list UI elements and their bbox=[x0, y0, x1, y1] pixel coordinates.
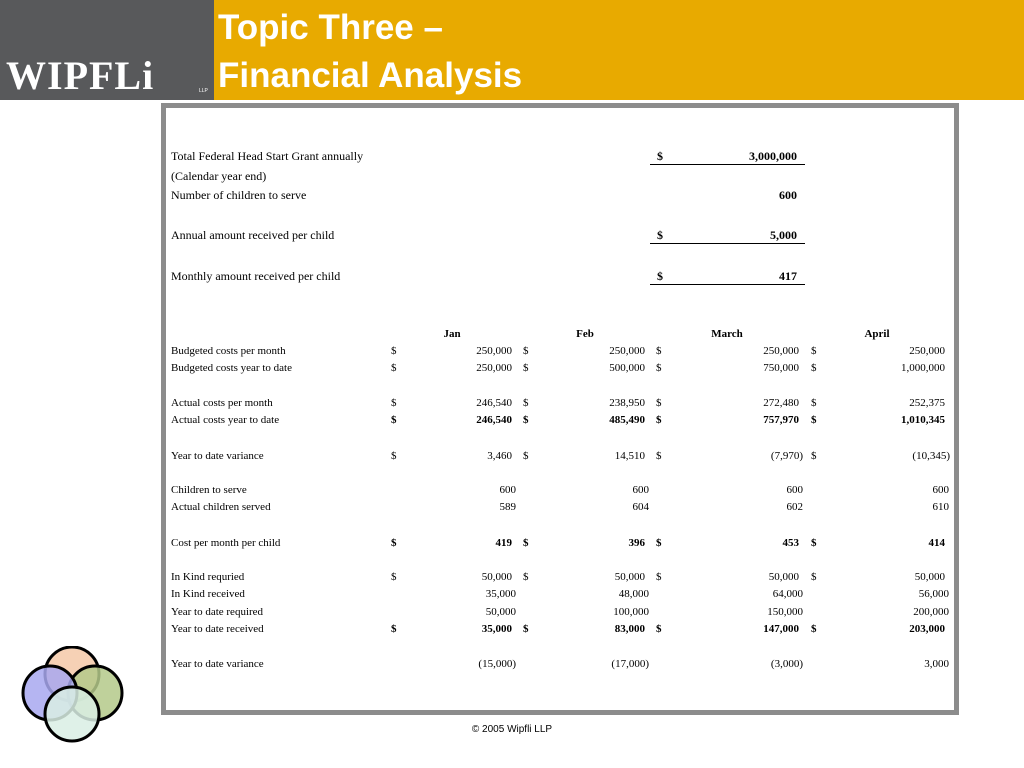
table-cell: 147,000 bbox=[763, 623, 799, 635]
table-cell: 604 bbox=[632, 501, 649, 513]
copyright-footer: © 2005 Wipfli LLP bbox=[471, 724, 553, 735]
table-cell: 396 bbox=[628, 537, 645, 549]
table-cell: 238,950 bbox=[609, 397, 645, 409]
summary-value: 417 bbox=[779, 269, 797, 283]
table-row-label: Year to date variance bbox=[171, 658, 264, 670]
table-cell: (7,970) bbox=[770, 450, 803, 462]
summary-underline bbox=[650, 243, 805, 244]
table-cell: 419 bbox=[495, 537, 512, 549]
summary-label: Total Federal Head Start Grant annually bbox=[171, 149, 364, 163]
table-cell: (3,000) bbox=[770, 658, 803, 670]
table-row-label: Year to date required bbox=[171, 606, 264, 618]
dollar-sign: $ bbox=[811, 397, 817, 409]
dollar-sign: $ bbox=[391, 623, 397, 635]
dollar-sign: $ bbox=[391, 414, 397, 426]
month-header-feb: Feb bbox=[576, 328, 594, 340]
slide-title-line2: Financial Analysis bbox=[218, 56, 523, 95]
table-cell: 250,000 bbox=[763, 345, 799, 357]
table-cell: 35,000 bbox=[481, 623, 512, 635]
table-cell: 610 bbox=[932, 501, 949, 513]
table-row-label: Actual costs year to date bbox=[171, 414, 280, 426]
table-cell: 200,000 bbox=[913, 606, 949, 618]
table-row-label: Actual children served bbox=[171, 501, 271, 513]
slide-title-line1: Topic Three – bbox=[218, 8, 443, 47]
dollar-sign: $ bbox=[811, 362, 817, 374]
table-cell: 250,000 bbox=[609, 345, 645, 357]
table-cell: 246,540 bbox=[476, 414, 512, 426]
summary-dollar-sign: $ bbox=[657, 228, 663, 242]
dollar-sign: $ bbox=[523, 537, 529, 549]
logo-llp-mark: LLP bbox=[199, 88, 208, 94]
table-row-label: In Kind received bbox=[171, 588, 245, 600]
table-cell: 50,000 bbox=[485, 606, 516, 618]
table-cell: (17,000) bbox=[611, 658, 649, 670]
table-cell: 500,000 bbox=[609, 362, 645, 374]
summary-label: (Calendar year end) bbox=[171, 169, 267, 183]
dollar-sign: $ bbox=[811, 414, 817, 426]
summary-label: Monthly amount received per child bbox=[171, 269, 341, 283]
table-row-label: In Kind requried bbox=[171, 571, 245, 583]
dollar-sign: $ bbox=[656, 623, 662, 635]
wipfli-logo: WIPFLi bbox=[6, 53, 155, 98]
summary-value: 3,000,000 bbox=[749, 149, 797, 163]
table-cell: (10,345) bbox=[912, 450, 950, 462]
summary-underline bbox=[650, 164, 805, 165]
table-cell: 600 bbox=[632, 484, 649, 496]
dollar-sign: $ bbox=[391, 362, 397, 374]
table-cell: 203,000 bbox=[909, 623, 945, 635]
table-cell: 14,510 bbox=[614, 450, 645, 462]
table-cell: 250,000 bbox=[476, 362, 512, 374]
table-row-label: Year to date received bbox=[171, 623, 264, 635]
table-cell: 414 bbox=[928, 537, 945, 549]
dollar-sign: $ bbox=[811, 623, 817, 635]
dollar-sign: $ bbox=[656, 537, 662, 549]
table-cell: 50,000 bbox=[614, 571, 645, 583]
table-cell: 150,000 bbox=[767, 606, 803, 618]
table-cell: 246,540 bbox=[476, 397, 512, 409]
summary-label: Annual amount received per child bbox=[171, 228, 335, 242]
summary-dollar-sign: $ bbox=[657, 149, 663, 163]
table-cell: 589 bbox=[499, 501, 516, 513]
table-cell: 50,000 bbox=[914, 571, 945, 583]
table-cell: 1,000,000 bbox=[901, 362, 945, 374]
table-cell: 602 bbox=[786, 501, 803, 513]
table-cell: (15,000) bbox=[478, 658, 516, 670]
dollar-sign: $ bbox=[523, 414, 529, 426]
dollar-sign: $ bbox=[811, 537, 817, 549]
dollar-sign: $ bbox=[391, 397, 397, 409]
table-cell: 35,000 bbox=[485, 588, 516, 600]
table-cell: 50,000 bbox=[768, 571, 799, 583]
dollar-sign: $ bbox=[656, 362, 662, 374]
table-cell: 600 bbox=[932, 484, 949, 496]
dollar-sign: $ bbox=[391, 571, 397, 583]
dollar-sign: $ bbox=[523, 362, 529, 374]
table-cell: 48,000 bbox=[618, 588, 649, 600]
table-cell: 1,010,345 bbox=[901, 414, 945, 426]
summary-underline bbox=[650, 284, 805, 285]
dollar-sign: $ bbox=[523, 571, 529, 583]
table-cell: 3,460 bbox=[487, 450, 512, 462]
summary-value: 5,000 bbox=[770, 228, 797, 242]
table-cell: 485,490 bbox=[609, 414, 645, 426]
dollar-sign: $ bbox=[656, 345, 662, 357]
dollar-sign: $ bbox=[656, 397, 662, 409]
dollar-sign: $ bbox=[811, 345, 817, 357]
month-header-march: March bbox=[711, 328, 743, 340]
dollar-sign: $ bbox=[523, 450, 529, 462]
table-row-label: Cost per month per child bbox=[171, 537, 281, 549]
table-cell: 83,000 bbox=[614, 623, 645, 635]
month-header-april: April bbox=[864, 328, 890, 340]
table-row-label: Budgeted costs year to date bbox=[171, 362, 292, 374]
table-cell: 50,000 bbox=[481, 571, 512, 583]
summary-dollar-sign: $ bbox=[657, 269, 663, 283]
table-row-label: Budgeted costs per month bbox=[171, 345, 286, 357]
table-cell: 750,000 bbox=[763, 362, 799, 374]
table-cell: 250,000 bbox=[476, 345, 512, 357]
dollar-sign: $ bbox=[811, 571, 817, 583]
dollar-sign: $ bbox=[391, 345, 397, 357]
dollar-sign: $ bbox=[523, 623, 529, 635]
table-row-label: Children to serve bbox=[171, 484, 247, 496]
table-cell: 272,480 bbox=[763, 397, 799, 409]
dollar-sign: $ bbox=[523, 397, 529, 409]
month-header-jan: Jan bbox=[443, 328, 461, 340]
table-row-label: Actual costs per month bbox=[171, 397, 273, 409]
table-cell: 453 bbox=[782, 537, 799, 549]
table-cell: 600 bbox=[786, 484, 803, 496]
dollar-sign: $ bbox=[391, 450, 397, 462]
table-cell: 3,000 bbox=[924, 658, 949, 670]
summary-value: 600 bbox=[779, 188, 797, 202]
summary-label: Number of children to serve bbox=[171, 188, 307, 202]
dollar-sign: $ bbox=[391, 537, 397, 549]
table-cell: 757,970 bbox=[763, 414, 799, 426]
table-cell: 64,000 bbox=[772, 588, 803, 600]
table-cell: 252,375 bbox=[909, 397, 945, 409]
dollar-sign: $ bbox=[811, 450, 817, 462]
dollar-sign: $ bbox=[656, 414, 662, 426]
table-row-label: Year to date variance bbox=[171, 450, 264, 462]
dollar-sign: $ bbox=[656, 571, 662, 583]
dollar-sign: $ bbox=[656, 450, 662, 462]
table-cell: 600 bbox=[499, 484, 516, 496]
table-cell: 100,000 bbox=[613, 606, 649, 618]
dollar-sign: $ bbox=[523, 345, 529, 357]
table-cell: 56,000 bbox=[918, 588, 949, 600]
table-cell: 250,000 bbox=[909, 345, 945, 357]
